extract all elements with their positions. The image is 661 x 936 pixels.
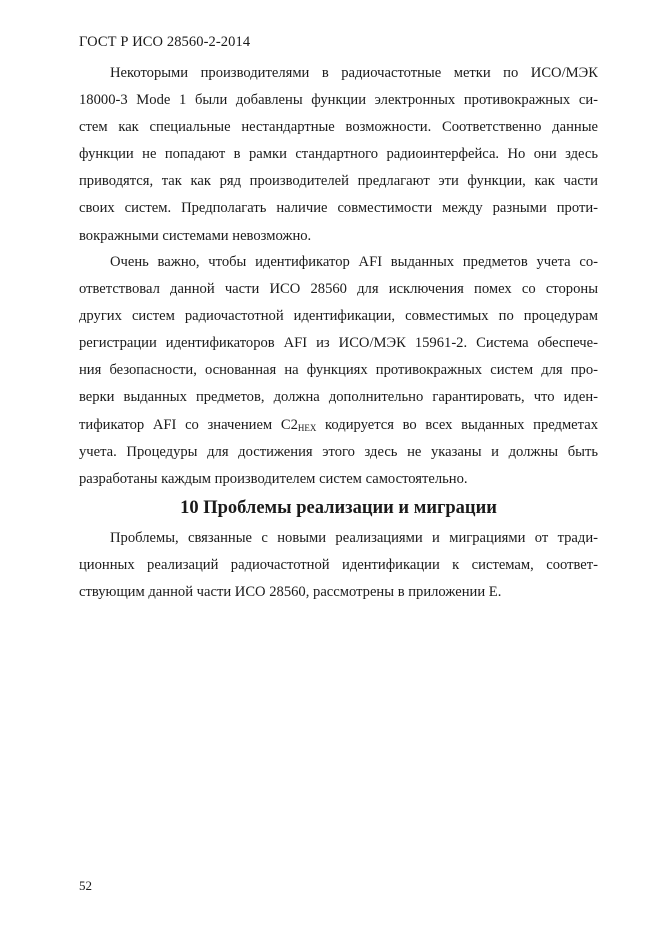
text-segment: тификатор AFI со значением C2 bbox=[79, 416, 298, 433]
text-line: своих систем. Предполагать наличие совместимости между разными проти- bbox=[79, 200, 598, 217]
document-header: ГОСТ Р ИСО 28560-2-2014 bbox=[79, 34, 251, 50]
text-line: вокражными системами невозможно. bbox=[79, 227, 312, 244]
text-line: других систем радиочастотной идентификации, совместимых по процедурам bbox=[79, 308, 598, 325]
text-line: регистрации идентификаторов AFI из ИСО/МЭК 15961-2. Система обеспече- bbox=[79, 335, 598, 352]
text-line: стем как специальные нестандартные возможности. Соответственно данные bbox=[79, 119, 598, 136]
text-line: ответствовал данной части ИСО 28560 для исключения помех со стороны bbox=[79, 281, 598, 298]
text-line: ционных реализаций радиочастотной идентификации к системам, соответ- bbox=[79, 557, 598, 574]
text-line: функции не попадают в рамки стандартного радиоинтерфейса. Но они здесь bbox=[79, 146, 598, 163]
text-line: учета. Процедуры для достижения этого здесь не указаны и должны быть bbox=[79, 443, 598, 460]
paragraph-anti-theft-functions bbox=[79, 60, 598, 250]
text-line-with-subscript bbox=[79, 412, 598, 439]
text-segment: кодируется во всех выданных предметах bbox=[316, 416, 598, 433]
text-line: верки выданных предметов, должна дополнительно гарантировать, что иден- bbox=[79, 389, 598, 406]
text-line: Некоторыми производителями в радиочастотные метки по ИСО/МЭК bbox=[110, 65, 598, 81]
section-heading: 10 Проблемы реализации и миграции bbox=[180, 498, 497, 518]
text-line: 18000-3 Mode 1 были добавлены функции электронных противокражных си- bbox=[79, 92, 598, 109]
page-number: 52 bbox=[79, 878, 92, 893]
text-line: ния безопасности, основанная на функциях противокражных систем для про- bbox=[79, 362, 598, 379]
text-line: приводятся, так как ряд производителей предлагают эти функции, как части bbox=[79, 173, 598, 190]
paragraph-afi-identifier bbox=[79, 249, 598, 493]
hex-subscript: HEX bbox=[297, 422, 317, 433]
paragraph-migration bbox=[79, 525, 598, 606]
text-line: ствующим данной части ИСО 28560, рассмотрены в приложении Е. bbox=[79, 584, 502, 601]
text-line: разработаны каждым производителем систем самостоятельно. bbox=[79, 470, 468, 487]
text-line: Проблемы, связанные с новыми реализациями и миграциями от тради- bbox=[110, 530, 598, 546]
text-line: Очень важно, чтобы идентификатор AFI выданных предметов учета со- bbox=[110, 254, 598, 270]
